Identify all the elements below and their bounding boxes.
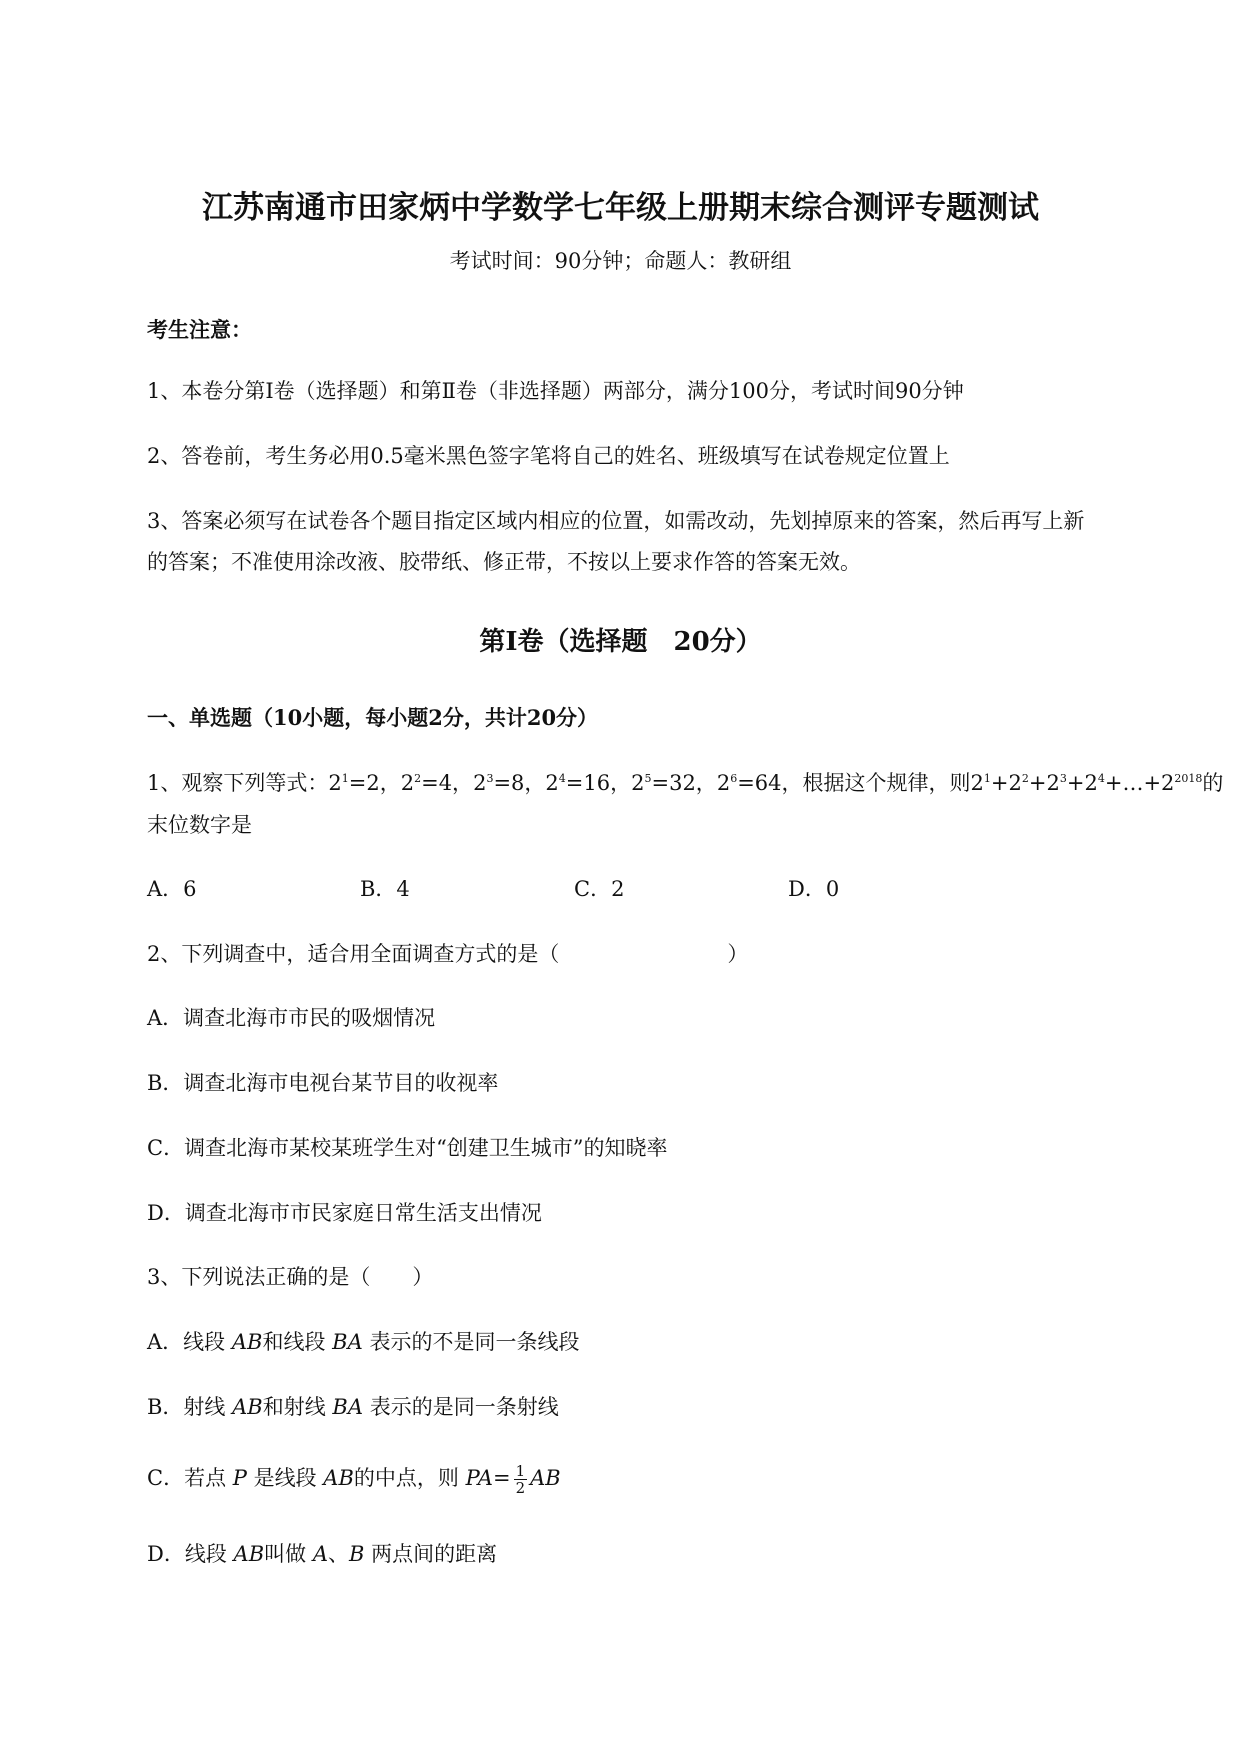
power-eq: $2^1=2$， [328, 771, 401, 795]
question-3-option-c: C．若点 P 是线段 AB的中点，则 PA= $\frac{1}{2}$ AB [147, 1462, 561, 1497]
power-eq: $2^5=32$， [631, 771, 717, 795]
question-1-option-d: D．0 [788, 877, 840, 901]
section-subheading: 一、单选题（10小题，每小题2分，共计20分） [147, 705, 599, 730]
question-1-middle: 根据这个规律，则 [802, 771, 971, 795]
fraction-one-half: $\frac{1}{2}$ [515, 1462, 526, 1497]
question-1-stem [147, 769, 1223, 797]
notice-heading: 考生注意： [147, 317, 252, 342]
question-3-option-d: D．线段 AB叫做 A、B 两点间的距离 [147, 1542, 498, 1566]
notice-item-3-cont: 的答案；不准使用涂改液、胶带纸、修正带，不按以上要求作答的答案无效。 [147, 550, 861, 574]
question-1-option-a: A．6 [147, 877, 197, 901]
question-3-option-a: A．线段 AB和线段 BA 表示的不是同一条线段 [147, 1330, 580, 1354]
question-2-option-b: B．调查北海市电视台某节目的收视率 [147, 1071, 499, 1095]
notice-item-1: 1、本卷分第I卷（选择题）和第Ⅱ卷（非选择题）两部分，满分100分，考试时间90分钟 [147, 379, 964, 403]
question-1-prefix: 1、观察下列等式： [147, 771, 329, 795]
question-2-stem: 2、下列调查中，适合用全面调查方式的是（ ） [147, 942, 749, 966]
exam-subtitle: 考试时间：90分钟；命题人：教研组 [449, 249, 792, 273]
exam-title: 江苏南通市田家炳中学数学七年级上册期末综合测评专题测试 [202, 190, 1039, 226]
question-3-option-b: B．射线 AB和射线 BA 表示的是同一条射线 [147, 1395, 559, 1419]
notice-item-2: 2、答卷前，考生务必用0.5毫米黑色签字笔将自己的姓名、班级填写在试卷规定位置上 [147, 444, 950, 468]
question-2-option-a: A．调查北海市市民的吸烟情况 [147, 1006, 436, 1030]
question-1-stem-cont: 末位数字是 [147, 813, 252, 837]
sum-expression: $2^1+2^2+2^3+2^4+\dots+2^{2018}$ [970, 771, 1203, 795]
power-eq: $2^3=8$， [473, 771, 546, 795]
question-1-suffix: 的 [1202, 771, 1224, 795]
power-eq: $2^4=16$， [545, 771, 632, 795]
question-2-option-c: C．调查北海市某校某班学生对“创建卫生城市”的知晓率 [147, 1136, 668, 1160]
question-3-stem: 3、下列说法正确的是（ ） [147, 1265, 434, 1289]
question-1-option-c: C．2 [574, 877, 625, 901]
notice-item-3: 3、答案必须写在试卷各个题目指定区域内相应的位置，如需改动，先划掉原来的答案，然后再写上新 [147, 509, 1085, 533]
power-eq: $2^6=64$， [716, 771, 803, 795]
section-title: 第I卷（选择题 20分） [479, 627, 762, 657]
power-eq: $2^2=4$， [400, 771, 474, 795]
question-1-option-b: B．4 [360, 877, 410, 901]
question-2-option-d: D．调查北海市市民家庭日常生活支出情况 [147, 1201, 542, 1225]
